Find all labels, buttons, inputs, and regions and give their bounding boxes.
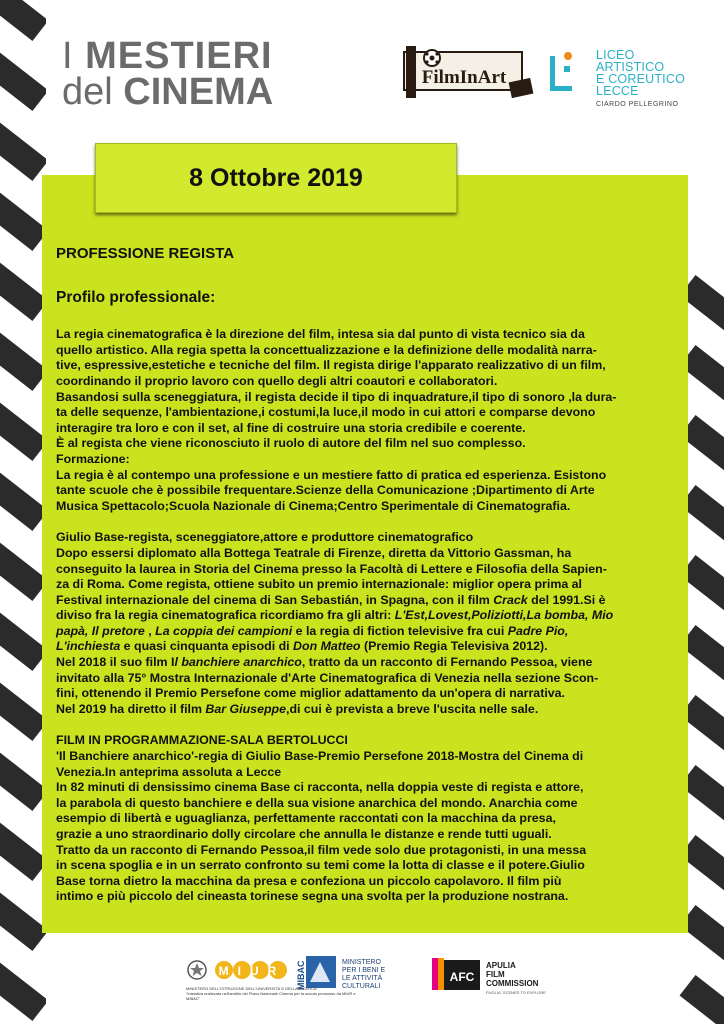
heading-film-programmazione: FILM IN PROGRAMMAZIONE-SALA BERTOLUCCI	[56, 733, 348, 748]
apulia-film-commission-logo	[430, 954, 570, 1000]
afc-subtitle: PUGLIA, SCENES TO EXPLORE	[486, 990, 546, 995]
text-line: Tratto da un racconto di Fernando Pessoa,il film vede solo due protagonisti, in una messa	[56, 842, 587, 857]
liceo-text	[596, 49, 698, 111]
filminart-logo-text: FilmInArt	[421, 67, 507, 88]
text-line: Base torna dietro la macchina da presa e confeziona un piccolo capolavoro. Il film più	[56, 873, 562, 888]
text-span: e quasi cinquanta episodi di	[120, 639, 294, 654]
fiction-title: L'inchiesta	[56, 639, 121, 654]
mibac-side-text: MIBAC	[296, 960, 306, 990]
heading-profilo: Profilo professionale:	[56, 288, 216, 306]
ministry-caption: MINISTERO DELL'ISTRUZIONE DELL'UNIVERSITÀ E DELLA RICERCA	[186, 986, 317, 991]
text-line: ta delle sequenze, l'ambientazione,i costumi,la luce,il modo in cui attori e comparse devono	[56, 405, 596, 420]
text-line	[56, 639, 696, 655]
republic-emblem-icon	[186, 958, 208, 982]
mibac-line-3: LE ATTIVITÀ	[342, 975, 383, 982]
poster-title	[62, 35, 274, 113]
liceo-mark-icon	[548, 50, 578, 98]
text-line: esempio di libertà e uguaglianza, perfettamente raccontati con la macchina da presa,	[56, 811, 556, 826]
heading-professione: PROFESSIONE REGISTA	[56, 245, 235, 262]
afc-line-1: APULIA	[486, 961, 516, 970]
film-titles: papà, Il pretore	[56, 623, 145, 638]
film-title: Bar Giuseppe	[205, 701, 286, 716]
liceo-line-2: E COREUTICO	[596, 72, 686, 86]
title-bold-2: CINEMA	[123, 71, 274, 113]
text-line: Venezia.In anteprima assoluta a Lecce	[56, 764, 282, 779]
text-line: za di Roma. Come regista, ottiene subito un premio internazionale: miglior opera prima al	[56, 577, 583, 592]
text-line: grazie a uno straordinario dolly circolare che annulla le distanze e rende tutti uguali.	[56, 827, 552, 841]
footer-logos	[0, 948, 724, 1024]
text-line: la parabola di questo banchiere e della sua visione anarchica del mondo. Anarchia come	[56, 795, 578, 810]
afc-line-2: FILM	[486, 970, 505, 979]
miur-logo-text: MIUR	[218, 964, 286, 978]
text-line: 'Il Banchiere anarchico'-regia di Giulio Base-Premio Persefone 2018-Mostra del Cinema di	[56, 749, 584, 764]
text-span: e la regia di fiction televisive fra cui	[292, 623, 508, 638]
film-paragraph	[56, 749, 696, 905]
liceo-subtitle: CIARDO PELLEGRINO	[596, 101, 679, 108]
film-titles: L'Est,Lovest,Poliziotti,La bomba, Mio	[394, 608, 614, 623]
text-span: ,di cui è prevista a breve l'uscita nelle sale.	[286, 701, 539, 716]
text-span: Festival internazionale del cinema di San Sebastián, in Spagna, con il film	[56, 592, 494, 607]
text-line	[56, 702, 696, 718]
text-line: Musica Spettacolo;Scuola Nazionale di Cinema;Centro Sperimentale di Cinematografia.	[56, 498, 571, 513]
text-line: conseguito la laurea in Storia del Cinema presso la Facoltà di Lettere e Filosofia della Sapien-	[56, 561, 607, 576]
mibac-line-2: PER I BENI E	[342, 967, 386, 974]
text-line: fini, ottenendo il Premio Persefone come miglior adattamento da un'opera di narrativa.	[56, 686, 565, 701]
text-line: tive, espressive,estetiche e tecniche del film. Il regista dirige l'apparato realizzativo di un film,	[56, 358, 606, 373]
liceo-line-1: LICEO ARTISTICO	[596, 48, 665, 74]
text-line	[56, 655, 696, 671]
afc-line-3: COMMISSION	[486, 979, 539, 988]
film-title: l banchiere anarchico	[174, 655, 302, 670]
fiction-title: Padre Pio,	[507, 623, 569, 638]
title-bold-1: MESTIERI	[85, 35, 273, 77]
profilo-paragraph	[56, 327, 696, 452]
liceo-line-3: LECCE	[596, 84, 639, 98]
text-span: Nel 2019 ha diretto il film	[56, 701, 206, 716]
text-line: invitato alla 75° Mostra Internazionale d'Arte Cinematografica di Venezia nella sezione Scon-	[56, 670, 599, 685]
main-content	[56, 246, 696, 905]
text-span: , tratto da un racconto di Fernando Pessoa, viene	[301, 655, 593, 670]
formazione-paragraph	[56, 468, 696, 515]
text-span: diviso fra la regia cinematografica ricordiamo fra gli altri:	[56, 608, 395, 623]
liceo-logo	[548, 46, 698, 108]
afc-mark-text: AFC	[449, 970, 475, 984]
title-light-2: del	[62, 71, 124, 113]
date-banner	[95, 143, 457, 213]
text-line: La regia cinematografica è la direzione del film, intesa sia dal punto di vista tecnico sia da	[56, 327, 585, 342]
text-line: intimo e più piccolo del cineasta torinese segna una svolta per la produzione nostrana.	[56, 889, 569, 904]
heading-giulio-base: Giulio Base-regista, sceneggiatore,attore e produttore cinematografico	[56, 530, 474, 545]
text-line: Dopo essersi diplomato alla Bottega Teatrale di Firenze, diretta da Vittorio Gassman, ha	[56, 545, 572, 560]
text-span: ,	[144, 623, 156, 638]
text-span: Nel 2018 il suo film I	[56, 655, 175, 670]
film-title-crack: Crack	[493, 592, 528, 607]
film-title: La coppia dei campioni	[155, 623, 293, 638]
base-paragraph	[56, 546, 696, 718]
mibac-line-1: MINISTERO	[342, 959, 381, 966]
text-line: coordinando il proprio lavoro con quello degli altri coautori e collaboratori.	[56, 373, 498, 388]
text-line: La regia è al contempo una professione e un mestiere fatto di pratica ed esperienza. Esistono	[56, 467, 607, 482]
text-line	[56, 608, 696, 624]
text-span: (Premio Regia Televisiva 2012).	[360, 639, 548, 654]
footer-note	[186, 986, 366, 1001]
text-span: del 1991.Si è	[527, 592, 606, 607]
initiative-note: "Iniziativa realizzata nell'ambito del Piano Nazionale Cinema per la scuola promosso da MIUR e MIBAC"	[186, 991, 356, 1001]
event-date: 8 Ottobre 2019	[189, 164, 363, 192]
text-line: interagire tra loro e con il set, al fine di costruire una storia credibile e coerente.	[56, 420, 526, 435]
mibac-line-4: CULTURALI	[342, 983, 381, 990]
text-line: È al regista che viene riconosciuto il ruolo di autore del film nel suo complesso.	[56, 436, 526, 451]
text-line: in scena spoglia e in un serrato confronto su temi come la lotta di classe e il potere.Giulio	[56, 858, 585, 873]
title-light-1: I	[62, 35, 86, 77]
filminart-logo	[400, 44, 534, 100]
text-line: Basandosi sulla sceneggiatura, il regista decide il tipo di inquadrature,il tipo di sonoro ,la dura-	[56, 389, 617, 404]
text-line: In 82 minuti di densissimo cinema Base ci racconta, nella doppia veste di regista e attore,	[56, 780, 584, 795]
text-line	[56, 593, 696, 609]
text-line: tante scuole che è possibile frequentare.Scienze della Comunicazione ;Dipartimento di Arte	[56, 483, 595, 498]
left-stripes-decoration	[0, 0, 46, 1024]
miur-logo	[214, 956, 290, 984]
fiction-title: Don Matteo	[293, 639, 361, 654]
text-line	[56, 624, 696, 640]
heading-formazione: Formazione:	[56, 451, 130, 466]
text-line: quello artistico. Alla regia spetta la concettualizzazione e la definizione delle modalità narra-	[56, 342, 597, 357]
